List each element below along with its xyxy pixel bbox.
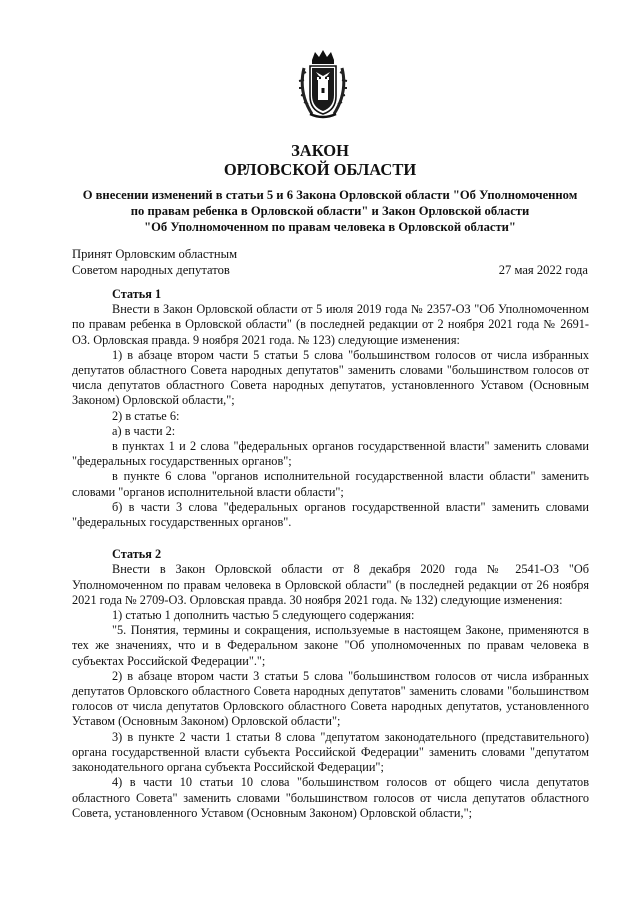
paragraph: 2) в абзаце втором части 3 статьи 5 слова "большинством голосов от числа избранных депутатов Орловского областного Совета народных депутатов" заменить словами "большинством голосов от числа депутатов Орловского областного Совета народных депутатов, установленного Уставом (Основным Законом) Орловской области"; — [72, 668, 589, 729]
subtitle-line: по правам ребенка в Орловской области" и Закон Орловской области — [130, 203, 530, 218]
paragraph: Внести в Закон Орловской области от 5 июля 2019 года № 2357-ОЗ "Об Уполномоченном по правам ребенка в Орловской области" (в последней редакции от 2 ноября 2021 года № 2691-ОЗ. Орловская правда. 9 ноября 2021 года. № 123) следующие изменения: — [72, 302, 589, 347]
document-subtitle — [70, 188, 590, 235]
article-1-heading: Статья 1 — [112, 287, 162, 301]
subtitle-line: "Об Уполномоченном по правам человека в Орловской области" — [144, 219, 516, 234]
paragraph: Внести в Закон Орловской области от 8 декабря 2020 года № 2541-ОЗ "Об Уполномоченном по правам человека в Орловской области" (в последней редакции от 26 ноября 2021 года № 2709-ОЗ. Орловская правда. 30 ноября 2021 года. № 132) следующие изменения: — [72, 562, 589, 607]
adoption-line: Советом народных депутатов — [72, 262, 230, 277]
paragraph: в пунктах 1 и 2 слова "федеральных органов государственной власти" заменить словами "федеральных государственных органов"; — [72, 439, 589, 469]
doc-title-law: ЗАКОН — [291, 141, 349, 160]
paragraph: 4) в части 10 статьи 10 слова "большинством голосов от общего числа депутатов областного Совета" заменить словами "большинством голосов от числа депутатов областного Совета, установленного Уставом (Основным Законом) Орловской области,"; — [72, 775, 589, 820]
adoption-note — [72, 247, 237, 279]
paragraph: в пункте 6 слова "органов исполнительной государственной власти области" заменить словами "органов исполнительной власти области"; — [72, 469, 589, 499]
paragraph: 2) в статье 6: — [112, 408, 180, 423]
paragraph: б) в части 3 слова "федеральных органов государственной власти" заменить словами "федеральных государственных органов". — [72, 499, 589, 530]
paragraph: 1) статью 1 дополнить частью 5 следующего содержания: — [112, 608, 415, 623]
doc-title-region: ОРЛОВСКОЙ ОБЛАСТИ — [223, 160, 417, 179]
adoption-date: 27 мая 2022 года — [498, 263, 588, 277]
paragraph: а) в части 2: — [112, 423, 176, 438]
coat-of-arms-icon — [298, 48, 348, 122]
subtitle-line: О внесении изменений в статьи 5 и 6 Закона Орловской области "Об Уполномоченном — [82, 188, 578, 202]
paragraph: "5. Понятия, термины и сокращения, используемые в настоящем Законе, применяются в тех же значениях, что и в Федеральном законе "Об уполномоченных по правам человека в субъектах Российской Федерации"."; — [72, 623, 589, 668]
article-2-heading: Статья 2 — [112, 547, 162, 562]
document-body — [72, 283, 589, 821]
paragraph: 3) в пункте 2 части 1 статьи 8 слова "депутатом законодательного (представительного) органа государственной власти субъекта Российской Федерации" заменить словами "депутатом законодательного органа субъекта Российской Федерации"; — [72, 729, 589, 775]
paragraph: 1) в абзаце втором части 5 статьи 5 слова "большинством голосов от числа избранных депутатов областного Совета народных депутатов" заменить словами "большинством голосов от числа депутатов областного Совета народных депутатов, установленного Уставом (Основным Законом) Орловской области,"; — [72, 347, 589, 408]
adoption-line: Принят Орловским областным — [72, 247, 238, 261]
